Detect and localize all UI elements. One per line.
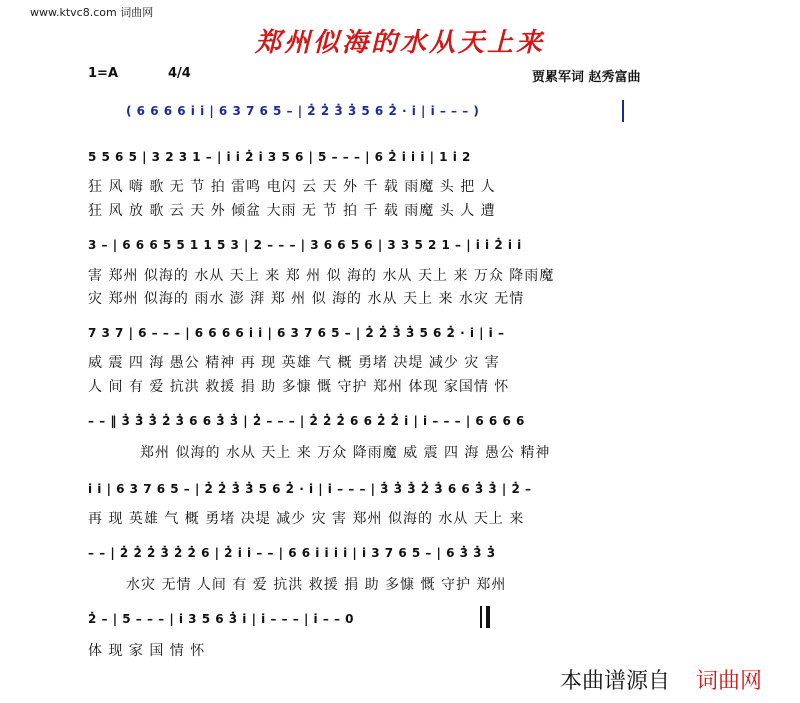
row-3-lyrics-verse-2: 人 间 有 爱 抗洪 救援 捐 助 多慷 慨 守护 郑州 体现 家国情 怀 — [88, 379, 510, 395]
row-2-notes: 3 – | 6 6 6 5 5 1 1 5 3 | 2 – – – | 3 6 6 5 6 | 3 3 5 2 1 – | i i 2̇ i i — [88, 238, 522, 252]
key-signature: 1=A — [88, 66, 118, 81]
row-1-notes: 5 5 6 5 | 3 2 3 1 – | i i 2̇ i 3 5 6 | 5 – – – | 6 2̇ i i i | 1 i 2 — [88, 150, 471, 164]
row-5-notes: i i | 6 3 7 6 5 – | 2̇ 2̇ 3̇ 3̇ 5 6 2̇ · i | i – – – | 3̇ 3̇ 3̇ 2̇ 3̇ 6 6 3̇ 3̇ | 2̇ – — [88, 482, 532, 496]
site-watermark: www.ktvc8.com 词曲网 — [30, 6, 154, 19]
row-3-notes: 7 3 7 | 6 – – – | 6 6 6 6 i i | 6 3 7 6 5 – | 2̇ 2̇ 3̇ 3̇ 5 6 2̇ · i | i – — [88, 326, 505, 340]
time-signature: 4/4 — [168, 66, 191, 81]
row-6-lyrics: 水灾 无情 人间 有 爱 抗洪 救援 捐 助 多慷 慨 守护 郑州 — [126, 577, 507, 593]
row-1-lyrics-verse-1: 狂 风 嗨 歌 无 节 拍 雷鸣 电闪 云 天 外 千 载 雨魔 头 把 人 — [88, 179, 496, 195]
song-title: 郑州似海的水从天上来 — [254, 28, 545, 58]
source-site-link[interactable]: 词曲网 — [696, 669, 763, 694]
row-4-notes: – – ‖ 3̇ 3̇ 3̇ 2̇ 3̇ 6 6 3̇ 3̇ | 2̇ – – – | 2̇ 2̇ 2̇ 6 6 2̇ 2̇ i | i – – – | 6 6 6 6 — [88, 414, 525, 428]
intro-notes: ( 6 6 6 6 i i | 6 3 7 6 5 – | 2̇ 2̇ 3̇ 3̇ 5 6 2̇ · i | i – – – ) — [126, 104, 480, 118]
row-1-lyrics-verse-2: 狂 风 放 歌 云 天 外 倾盆 大雨 无 节 拍 千 载 雨魔 头 人 遭 — [88, 203, 496, 219]
final-barline-thin — [480, 606, 482, 628]
row-3-lyrics-verse-1: 威 震 四 海 愚公 精神 再 现 英雄 气 概 勇堵 决堤 减少 灾 害 — [88, 355, 500, 371]
song-credits: 贾累军词 赵秀富曲 — [532, 70, 641, 85]
row-2-lyrics-verse-1: 害 郑州 似海的 水从 天上 来 郑 州 似 海的 水从 天上 来 万众 降雨魔 — [88, 268, 555, 284]
row-2-lyrics-verse-2: 灾 郑州 似海的 雨水 澎 湃 郑 州 似 海的 水从 天上 来 水灾 无情 — [88, 291, 525, 307]
row-7-notes: 2̇ – | 5 – – – | i 3 5 6 3̇ i | i – – – | i – – 0 — [88, 612, 355, 626]
row-7-lyrics: 体 现 家 国 情 怀 — [88, 643, 206, 659]
source-label: 本曲谱源自 — [560, 669, 671, 694]
row-5-lyrics: 再 现 英雄 气 概 勇堵 决堤 减少 灾 害 郑州 似海的 水从 天上 来 — [88, 511, 525, 527]
row-4-lyrics: 郑州 似海的 水从 天上 来 万众 降雨魔 威 震 四 海 愚公 精神 — [140, 445, 551, 461]
intro-end-bar — [622, 100, 624, 122]
row-6-notes: – – | 2̇ 2̇ 2̇ 3̇ 2̇ 2̇ 6 | 2̇ i i – – | 6 6 i i i i | i 3 7 6 5 – | 6 3̇ 3̇ 3̇ — [88, 546, 496, 560]
final-barline — [486, 606, 490, 628]
